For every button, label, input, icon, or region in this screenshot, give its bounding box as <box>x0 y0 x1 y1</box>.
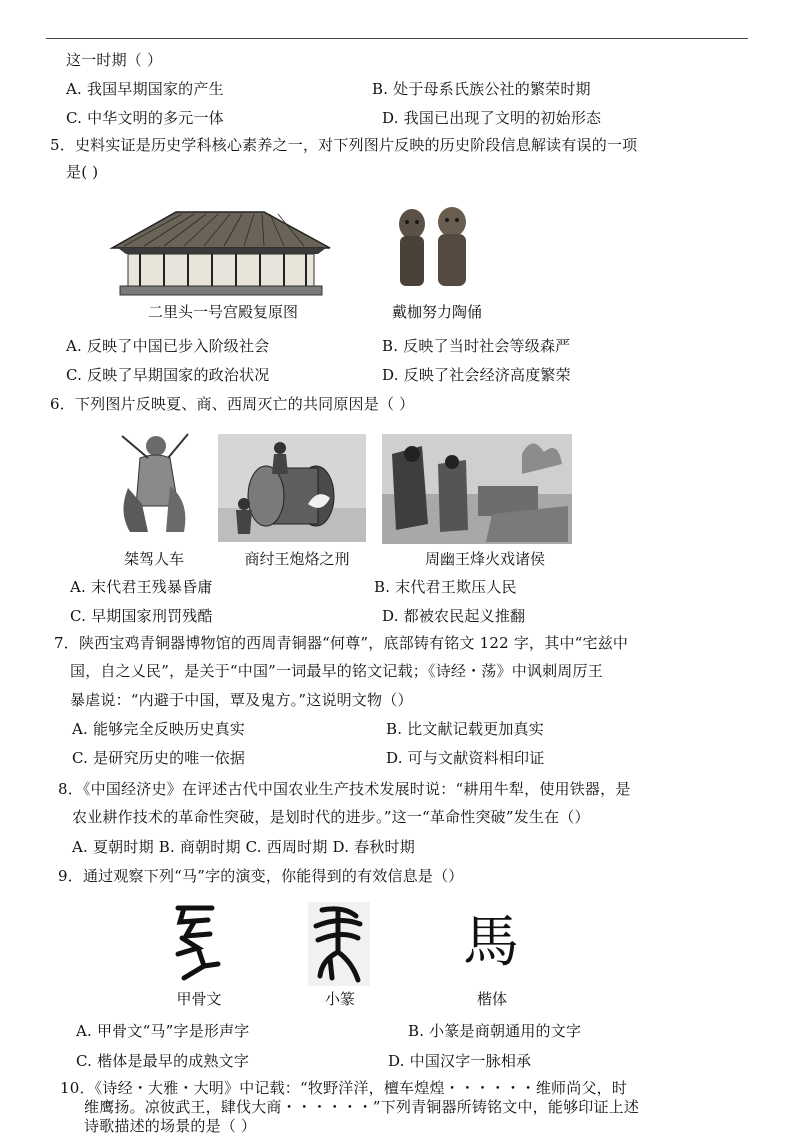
q8-stem-line1: 8．《中国经济史》在评述古代中国农业生产技术发展时说：“耕用牛犁，使用铁器，是 <box>58 780 631 798</box>
q9-caption-2: 小篆 <box>324 990 355 1008</box>
q5-option-a: A. 反映了中国已步入阶级社会 <box>66 337 270 355</box>
q4-option-b: B. 处于母系氏族公社的繁荣时期 <box>372 80 591 98</box>
q9-stem: 9．通过观察下列“马”字的演变，你能得到的有效信息是（） <box>58 867 464 885</box>
q5-stem-line2: 是( ) <box>66 163 99 181</box>
paoluo-punishment-image <box>218 434 366 542</box>
q10-stem-line2: 维鹰扬。凉彼武王，肆伐大商・・・・・・”下列青铜器所铸铭文中，能够印证上述 <box>84 1098 640 1116</box>
q6-caption-2: 商纣王炮烙之刑 <box>244 550 350 568</box>
q6-caption-3: 周幽王烽火戏诸侯 <box>424 550 545 568</box>
q8-stem-line2: 农业耕作技术的革命性突破，是划时代的进步。”这一“革命性突破”发生在（） <box>72 808 590 826</box>
jie-chariot-image <box>108 428 198 536</box>
q9-caption-1: 甲骨文 <box>176 990 222 1008</box>
q9-option-d: D. 中国汉字一脉相承 <box>388 1052 532 1070</box>
q6-caption-1: 桀驾人车 <box>123 550 184 568</box>
q9-caption-3: 楷体 <box>476 990 507 1008</box>
q5-caption-1: 二里头一号宫殿复原图 <box>147 303 298 321</box>
q4-option-c: C. 中华文明的多元一体 <box>66 109 224 127</box>
q9-option-c: C. 楷体是最早的成熟文字 <box>76 1052 250 1070</box>
q6-option-a: A. 末代君王残暴昏庸 <box>70 578 213 596</box>
q5-option-b: B. 反映了当时社会等级森严 <box>382 337 571 355</box>
oracle-bone-ma-glyph <box>164 902 224 984</box>
q4-option-d: D. 我国已出现了文明的初始形态 <box>382 109 602 127</box>
seal-script-ma-glyph <box>308 902 370 986</box>
q7-option-d: D. 可与文献资料相印证 <box>386 749 545 767</box>
pottery-figurines-image <box>392 204 474 290</box>
q7-option-c: C. 是研究历史的唯一依据 <box>72 749 246 767</box>
q7-stem-line1: 7．陕西宝鸡青铜器博物馆的西周青铜器“何尊”，底部铸有铭文 122 字，其中“宅兹中 <box>54 634 629 652</box>
q6-option-b: B. 末代君王欺压人民 <box>374 578 517 596</box>
q4-option-a: A. 我国早期国家的产生 <box>66 80 224 98</box>
q4-stem: 这一时期（ ） <box>66 51 163 69</box>
header-rule <box>46 38 748 39</box>
q6-stem: 6．下列图片反映夏、商、西周灭亡的共同原因是（ ） <box>50 395 415 413</box>
q7-stem-line2: 国，自之乂民”，是关于“中国”一词最早的铭文记载；《诗经・荡》中讽刺周厉王 <box>70 662 603 680</box>
q8-options: A. 夏朝时期 B. 商朝时期 C. 西周时期 D. 春秋时期 <box>72 838 415 856</box>
q7-option-b: B. 比文献记载更加真实 <box>386 720 544 738</box>
q9-option-b: B. 小篆是商朝通用的文字 <box>408 1022 582 1040</box>
kaiti-ma-glyph: 馬 <box>463 910 519 975</box>
q5-stem-line1: 5．史料实证是历史学科核心素养之一，对下列图片反映的历史阶段信息解读有误的一项 <box>50 136 638 154</box>
erlitou-palace-image <box>104 206 334 298</box>
q10-stem-line3: 诗歌描述的场景的是（ ） <box>84 1117 257 1135</box>
q5-caption-2: 戴枷努力陶俑 <box>391 303 482 321</box>
q9-option-a: A. 甲骨文“马”字是形声字 <box>76 1022 250 1040</box>
q7-stem-line3: 暴虐说：“内避于中国，覃及鬼方。”这说明文物（） <box>70 691 413 709</box>
q5-option-d: D. 反映了社会经济高度繁荣 <box>382 366 571 384</box>
q7-option-a: A. 能够完全反映历史真实 <box>72 720 245 738</box>
q10-stem-line1: 10．《诗经・大雅・大明》中记载：“牧野洋洋，檀车煌煌・・・・・・维师尚父，时 <box>60 1079 628 1097</box>
q5-option-c: C. 反映了早期国家的政治状况 <box>66 366 270 384</box>
q6-option-d: D. 都被农民起义推翻 <box>382 607 526 625</box>
beacon-fire-image <box>382 434 572 544</box>
q6-option-c: C. 早期国家刑罚残酷 <box>70 607 213 625</box>
